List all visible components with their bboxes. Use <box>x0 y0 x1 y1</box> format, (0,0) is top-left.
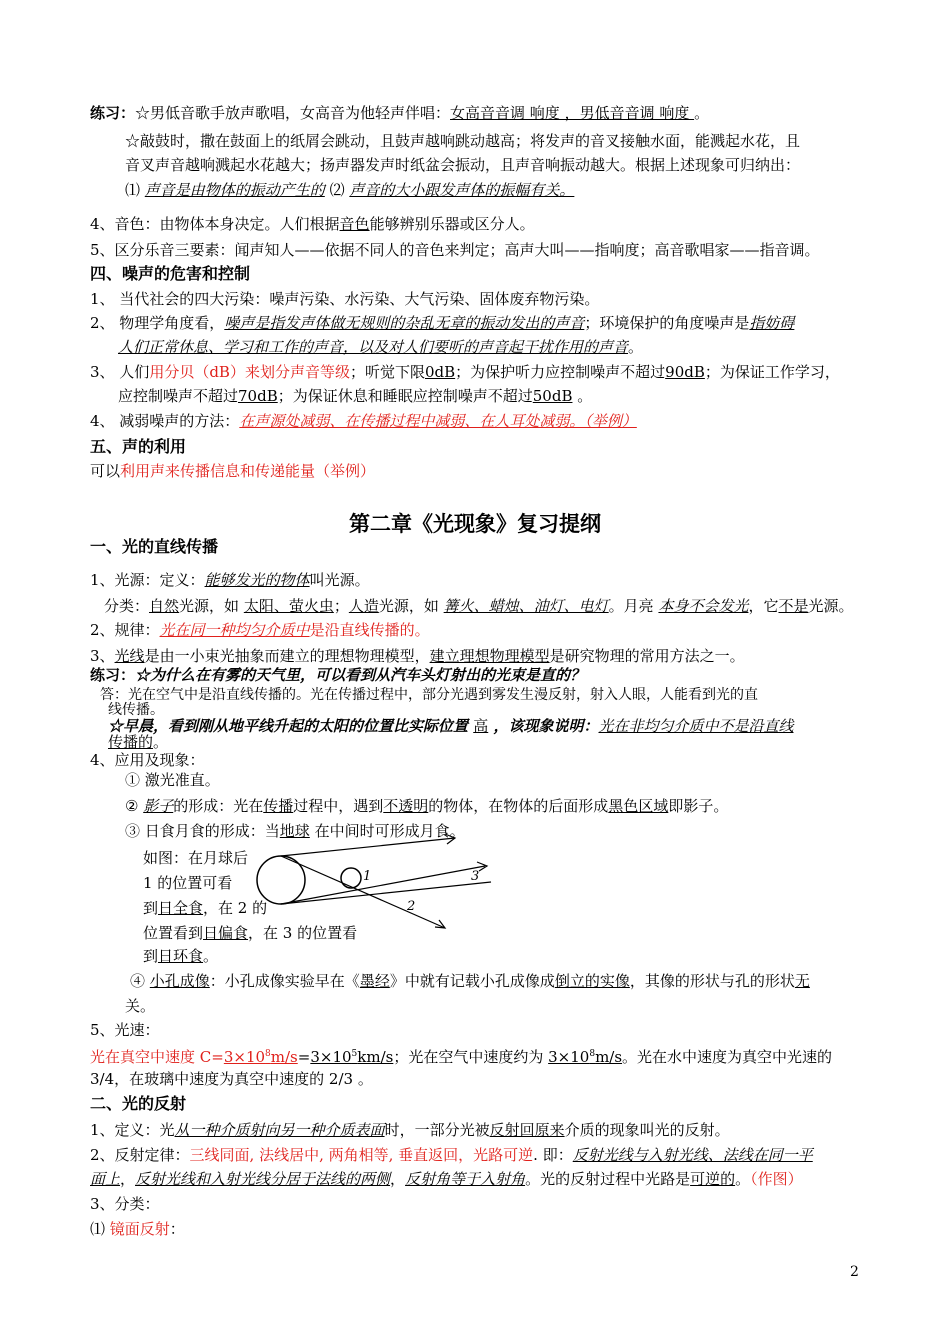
fig-text-2: 1 的位置可看 <box>143 874 233 892</box>
fig-text-1: 如图：在月球后 <box>143 849 249 867</box>
light-ray-model: 3、光线是由一小束光抽象而建立的理想物理模型，建立理想物理模型是研究物理的常用方法之一。 <box>90 647 745 665</box>
eclipse-diagram <box>255 830 495 940</box>
s2-heading: 二、光的反射 <box>90 1094 187 1113</box>
distinguish-line: 5、区分乐音三要素：闻声知人——依据不同人的音色来判定；高声大叫——指响度；高音歌唱家——指音调。 <box>90 241 820 259</box>
ray-lower <box>281 856 445 928</box>
noise-item-2: 2、 物理学角度看，噪声是指发声体做无规则的杂乱无章的振动发出的声音；环境保护的角度噪声是指妨碍 <box>90 314 795 332</box>
noise-heading: 四、噪声的危害和控制 <box>90 264 251 283</box>
reflection-def: 1、定义：光从一种介质射向另一种介质表面时，一部分光被反射回原来介质的现象叫光的反射。 <box>90 1121 730 1139</box>
moon-circle <box>341 868 361 888</box>
practice-line-3: 音叉声音越响溅起水花越大；扬声器发声时纸盆会振动，且声音响振动越大。根据上述现象可归纳出： <box>125 156 801 174</box>
app-eclipse: ③ 日食月食的形成：当地球 在中间时可形成月食。 <box>125 822 465 840</box>
noise-item-2-cont: 人们正常休息、学习和工作的声音，以及对人们要听的声音起干扰作用的声音。 <box>118 338 644 356</box>
diagram-label-1: 1 <box>363 869 372 884</box>
chapter-title: 第二章《光现象》复习提纲 <box>349 512 601 536</box>
ray-lower-2 <box>281 882 491 904</box>
specular-reflection: ⑴ 镜面反射： <box>90 1220 185 1238</box>
ray-middle <box>281 866 485 904</box>
noise-item-3: 3、 人们用分贝（dB）来划分声音等级；听觉下限0dB；为保护听力应控制噪声不超过90dB；为保证工作学习， <box>90 363 840 381</box>
use-heading: 五、声的利用 <box>90 437 187 456</box>
fig-text-4: 位置看到日偏食，在 3 的位置看 <box>143 924 358 942</box>
noise-item-1: 1、 当代社会的四大污染：噪声污染、水污染、大气污染、固体废弃物污染。 <box>90 290 600 308</box>
reflection-law-cont: 面上，反射光线和入射光线分居于法线的两侧，反射角等于入射角。光的反射过程中光路是可逆的。（作图） <box>90 1170 803 1188</box>
fig-text-3: 到日全食，在 2 的 <box>143 899 268 917</box>
propagation-law: 2、规律：光在同一种均匀介质中是沿直线传播的。 <box>90 621 430 639</box>
speed-heading: 5、光速： <box>90 1021 160 1039</box>
practice-a1-cont: 线传播。 <box>108 702 164 718</box>
light-source-def: 1、光源：定义：能够发光的物体叫光源。 <box>90 571 370 589</box>
s1-heading: 一、光的直线传播 <box>90 537 219 556</box>
app-laser: ① 激光准直。 <box>125 771 220 789</box>
diagram-label-2: 2 <box>407 899 416 914</box>
fig-text-5: 到日环食。 <box>143 947 219 965</box>
practice-line-2: ☆敲鼓时，撒在鼓面上的纸屑会跳动，且鼓声越响跳动越高；将发声的音叉接触水面，能溅起水花，且 <box>125 132 801 150</box>
noise-item-3-cont: 应控制噪声不超过70dB；为保证休息和睡眠应控制噪声不超过50dB 。 <box>118 387 593 405</box>
applications-heading: 4、应用及现象： <box>90 751 205 769</box>
practice-line-4: ⑴ 声音是由物体的振动产生的 ⑵ 声音的大小跟发声体的振幅有关。 <box>125 181 575 199</box>
practice-q2-cont: 传播的。 <box>108 733 169 751</box>
ray-upper <box>281 838 455 856</box>
noise-item-4: 4、 减弱噪声的方法：在声源处减弱、在传播过程中减弱、在人耳处减弱。（举例） <box>90 412 637 430</box>
practice-line-1: 练习：☆男低音歌手放声歌唱，女高音为他轻声伴唱：女高音音调 响度 ，男低音音调 响度 。 <box>90 104 710 122</box>
practice-q2: ☆早晨，看到刚从地平线升起的太阳的位置比实际位置 高 ，该现象说明：光在非均匀介质中不是沿直线 <box>108 717 794 735</box>
app-pinhole-cont: 关。 <box>125 997 156 1015</box>
page-number: 2 <box>850 1264 859 1280</box>
speed-line-2: 3/4，在玻璃中速度为真空中速度的 2/3 。 <box>90 1070 373 1088</box>
practice-q1: 练习：☆为什么在有雾的天气里，可以看到从汽车头灯射出的光束是直的？ <box>90 666 586 684</box>
reflection-law: 2、反射定律：三线同面, 法线居中, 两角相等, 垂直返回，光路可逆. 即：反射光线与入射光线、法线在同一平 <box>90 1146 813 1164</box>
classification-heading: 3、分类： <box>90 1195 160 1213</box>
app-pinhole: ④ 小孔成像：小孔成像实验早在《墨经》中就有记载小孔成像成倒立的实像，其像的形状与孔的形状无 <box>130 972 810 990</box>
light-source-class: 分类：自然光源，如 太阳、萤火虫；人造光源，如 篝火、蜡烛、油灯、电灯。月亮 本身不会发光，它不是光源。 <box>104 597 854 615</box>
speed-line: 光在真空中速度 $C=3\times 10^8m/s=3\times 10^5km/s$；光在空气中速度约为 $3\times 10^8m/s$。光在水中速度为真空中光速的 <box>90 1048 833 1066</box>
use-line: 可以利用声来传播信息和传递能量（举例） <box>90 462 376 480</box>
diagram-label-3: 3 <box>471 869 480 884</box>
app-shadow: ② 影子的形成：光在传播过程中，遇到不透明的物体，在物体的后面形成黑色区域即影子。 <box>125 797 729 815</box>
timbre-line: 4、音色：由物体本身决定。人们根据音色能够辨别乐器或区分人。 <box>90 215 535 233</box>
practice-a1: 答：光在空气中是沿直线传播的。光在传播过程中，部分光遇到雾发生漫反射，射入人眼，人能看到光的直 <box>100 687 758 703</box>
